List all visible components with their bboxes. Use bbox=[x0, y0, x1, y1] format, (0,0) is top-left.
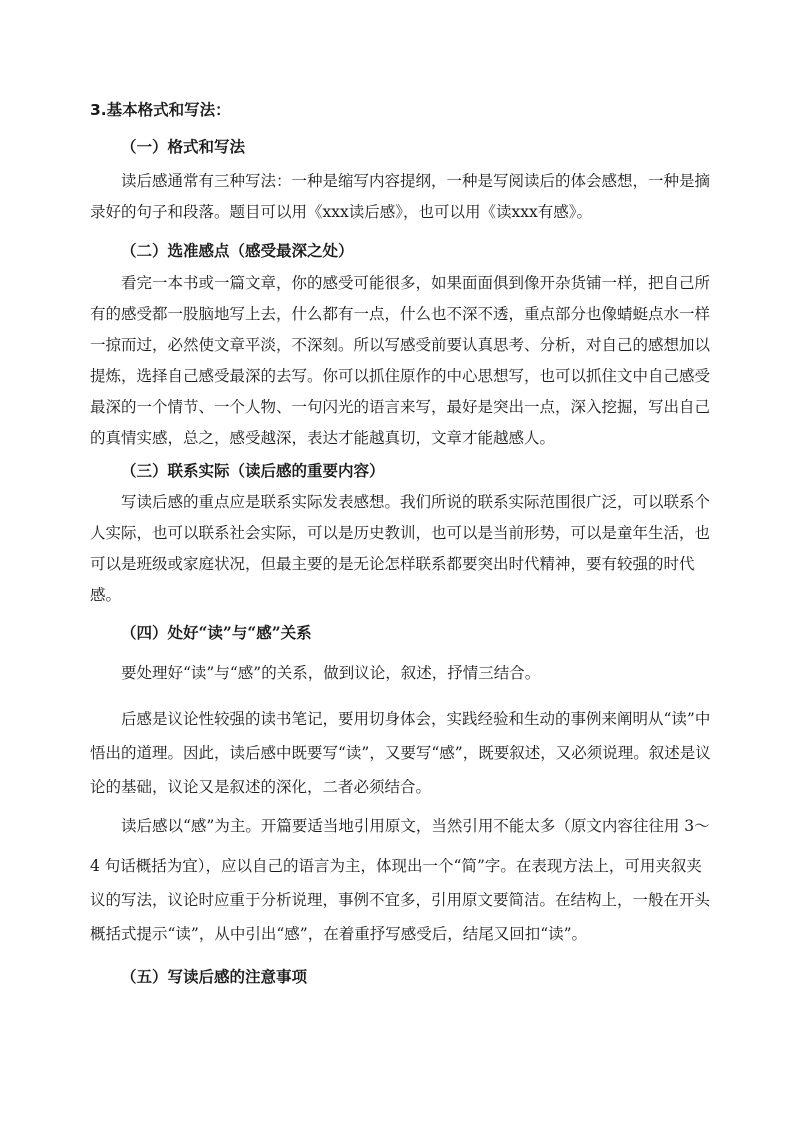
text-line: 人实际，也可以联系社会实际，可以是历史教训，也可以是当前形势，可以是童年生活，也 bbox=[90, 524, 711, 542]
text-line: 写读后感的重点应是联系实际发表感想。我们所说的联系实际范围很广泛，可以联系个 bbox=[121, 493, 711, 511]
heading-3: （三）联系实际（读后感的重要内容） bbox=[121, 461, 385, 480]
text-line: 悟出的道理。因此，读后感中既要写“读”，又要写“感”，既要叙述，又必须说理。叙述是议 bbox=[90, 744, 711, 762]
heading-2: （二）选准感点（感受最深之处） bbox=[121, 241, 354, 260]
text-line: 读后感通常有三种写法：一种是缩写内容提纲，一种是写阅读后的体会感想，一种是摘 bbox=[121, 172, 711, 190]
text-line: 4 句话概括为宜），应以自己的语言为主，体现出一个“简”字。在表现方法上，可用夹叙夹 bbox=[90, 857, 702, 875]
text-line: 概括式提示“读”，从中引出“感”，在着重抒写感受后，结尾又回扣“读”。 bbox=[90, 925, 588, 943]
text-line: 看完一本书或一篇文章，你的感受可能很多，如果面面俱到像开杂货铺一样，把自己所 bbox=[121, 274, 711, 292]
text-line: 议的写法，议论时应重于分析说理，事例不宜多，引用原文要简洁。在结构上，一般在开头 bbox=[90, 891, 711, 909]
text-line: 可以是班级或家庭状况，但最主要的是无论怎样联系都要突出时代精神，要有较强的时代 bbox=[90, 555, 695, 573]
heading-5: （五）写读后感的注意事项 bbox=[121, 967, 308, 986]
text-line: 要处理好“读”与“感”的关系，做到议论，叙述，抒情三结合。 bbox=[121, 664, 541, 682]
text-line: 最深的一个情节、一个人物、一句闪光的语言来写，最好是突出一点，深入挖掘，写出自己 bbox=[90, 398, 711, 416]
text-line: 读后感以“感”为主。开篇要适当地引用原文，当然引用不能太多（原文内容往往用 3～ bbox=[121, 817, 710, 835]
text-line: 提炼，选择自己感受最深的去写。你可以抓住原作的中心思想写，也可以抓住文中自己感受 bbox=[90, 367, 711, 385]
text-line: 的真情实感，总之，感受越深，表达才能越真切，文章才能越感人。 bbox=[90, 429, 556, 447]
heading-4: （四）处好“读”与“感”关系 bbox=[121, 623, 312, 642]
text-line: 后感是议论性较强的读书笔记，要用切身体会，实践经验和生动的事例来阐明从“读”中 bbox=[121, 710, 711, 728]
text-line: 感。 bbox=[90, 586, 122, 604]
text-line: 一掠而过，必然使文章平淡，不深刻。所以写感受前要认真思考、分析，对自己的感想加以 bbox=[90, 336, 711, 354]
heading-1: （一）格式和写法 bbox=[121, 137, 246, 156]
section-title: 3.基本格式和写法： bbox=[90, 101, 231, 119]
text-line: 有的感受都一股脑地写上去，什么都有一点，什么也不深不透，重点部分也像蜻蜓点水一样 bbox=[90, 305, 711, 323]
text-line: 论的基础，议论又是叙述的深化，二者必须结合。 bbox=[90, 778, 432, 796]
text-line: 录好的句子和段落。题目可以用《xxx读后感》，也可以用《读xxx有感》。 bbox=[90, 203, 592, 221]
